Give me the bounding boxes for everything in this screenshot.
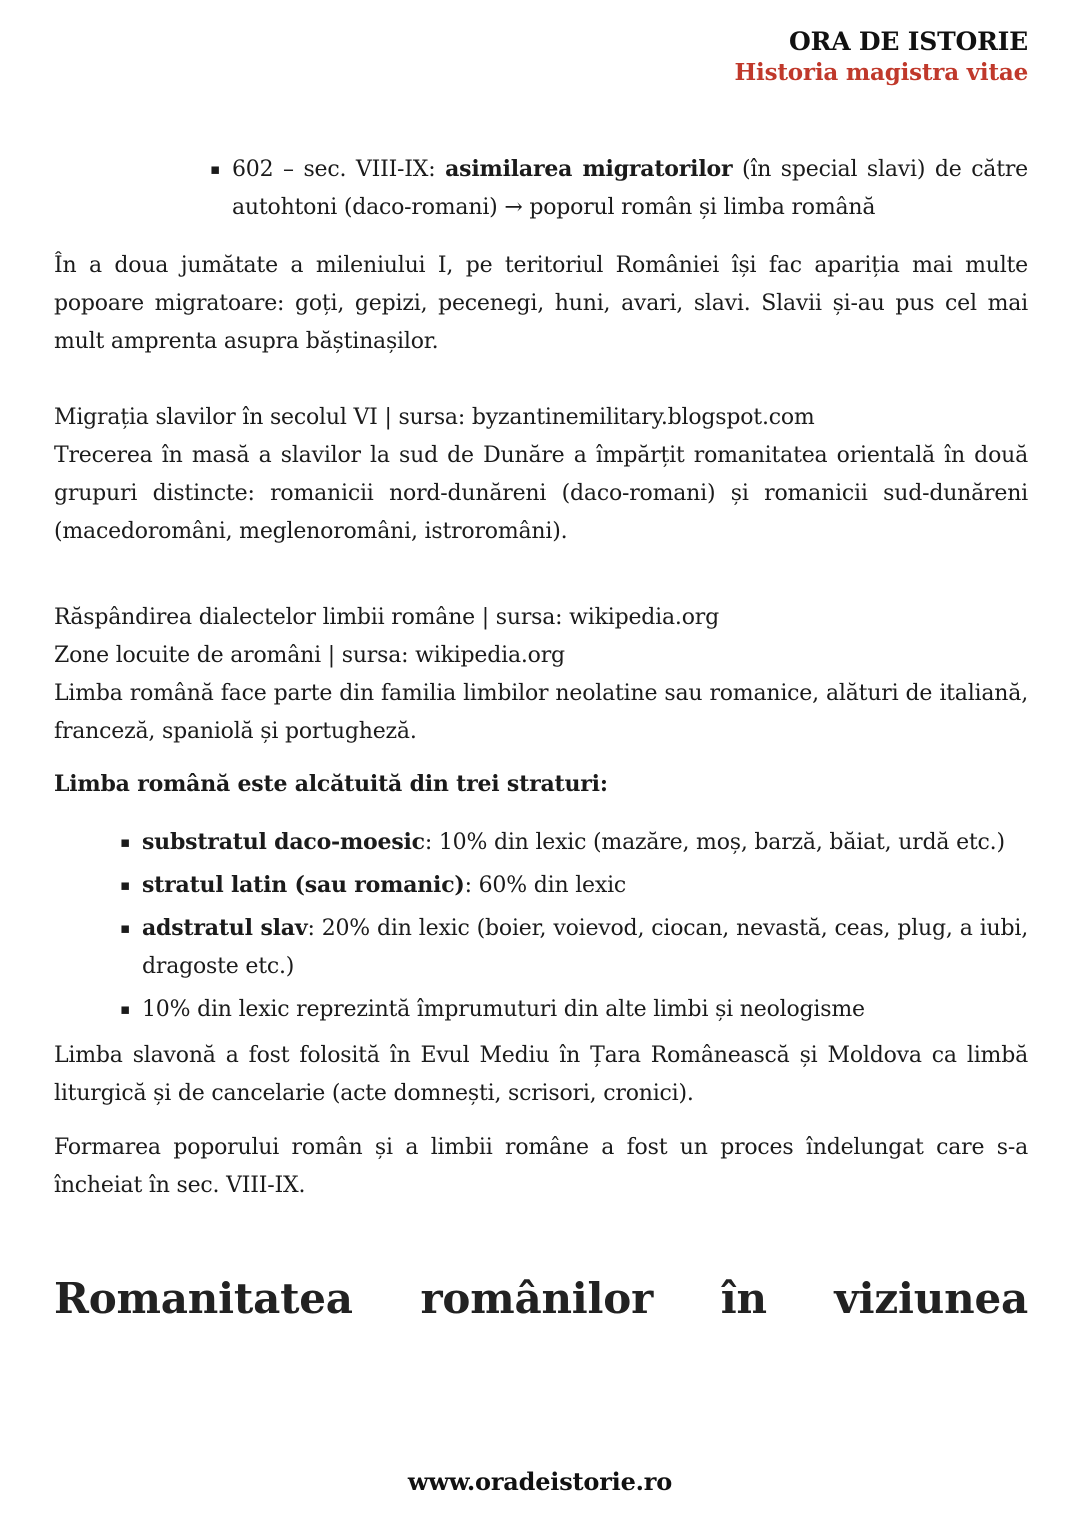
strata-list-item (120, 823, 1028, 862)
bullet-icon: ▪ (120, 1000, 130, 1018)
strata-item-term: substratul daco-moesic (142, 829, 425, 855)
figure-caption-aromani: Zone locuite de aromâni | sursa: wikipedia.org (54, 643, 565, 668)
site-motto: Historia magistra vitae (734, 59, 1028, 86)
strata-item-text (142, 873, 626, 898)
figure-block-slav-migration (54, 399, 1028, 551)
strata-item-term: stratul latin (sau romanic) (142, 872, 465, 898)
figure-caption-slav-migration: Migrația slavilor în secolul VI | sursa: byzantinemilitary.blogspot.com (54, 405, 815, 430)
bullet-icon: ▪ (210, 160, 220, 178)
section-heading-romanitatea: Romanitatea românilor în viziunea (54, 1274, 1028, 1323)
timeline-text-pre: 602 – sec. VIII-IX: (232, 157, 446, 182)
paragraph-trecerea: Trecerea în masă a slavilor la sud de Dunăre a împărțit romanitatea orientală în două grupuri distincte: romanicii nord-dunăreni (daco-romani) și romanicii sud-dunăreni (macedoromâni, meglenoromâni, istroromâni). (54, 443, 1028, 544)
strata-item-detail: : 10% din lexic (mazăre, moș, barză, băiat, urdă etc.) (424, 830, 1005, 855)
strata-list-item (120, 866, 1028, 905)
document-header (54, 26, 1028, 88)
figure-caption-dialects: Răspândirea dialectelor limbii române | sursa: wikipedia.org (54, 605, 719, 630)
strata-heading: Limba română este alcătuită din trei straturi: (54, 771, 608, 797)
strata-item-detail: 10% din lexic reprezintă împrumuturi din alte limbi și neologisme (142, 997, 865, 1022)
timeline-list-item (210, 150, 1028, 227)
bullet-icon: ▪ (120, 876, 130, 894)
timeline-list (210, 150, 1028, 227)
timeline-text-bold: asimilarea migratorilor (445, 156, 733, 182)
timeline-text (232, 157, 1028, 220)
site-title: ORA DE ISTORIE (789, 27, 1028, 56)
bullet-icon: ▪ (120, 833, 130, 851)
strata-item-detail: : 20% din lexic (boier, voievod, ciocan, nevastă, ceas, plug, a iubi, dragoste etc.) (142, 916, 1029, 979)
strata-item-text (142, 916, 1028, 979)
strata-item-detail: : 60% din lexic (464, 873, 627, 898)
paragraph-formarea: Formarea poporului român și a limbii române a fost un proces îndelungat care s-a încheiat în sec. VIII-IX. (54, 1135, 1028, 1198)
figure-block-dialects (54, 599, 1028, 751)
strata-list-item (120, 909, 1028, 986)
paragraph-slavona: Limba slavonă a fost folosită în Evul Mediu în Țara Românească și Moldova ca limbă liturgică și de cancelarie (acte domnești, scrisori, cronici). (54, 1043, 1028, 1106)
footer-site-url: www.oradeistorie.ro (407, 1467, 673, 1496)
strata-item-text (142, 997, 865, 1022)
strata-list-item (120, 990, 1028, 1029)
strata-list (120, 823, 1028, 1029)
bullet-icon: ▪ (120, 919, 130, 937)
strata-item-text (142, 830, 1005, 855)
timeline-text-post: (în special slavi) de către autohtoni (daco-romani) → poporul român și limba română (232, 157, 1029, 220)
strata-item-term: adstratul slav (142, 915, 308, 941)
paragraph-neolatine: Limba română face parte din familia limbilor neolatine sau romanice, alături de italiană, franceză, spaniolă și portugheză. (54, 681, 1028, 744)
paragraph-migrations-intro: În a doua jumătate a mileniului I, pe teritoriul României își fac apariția mai multe popoare migratoare: goți, gepizi, pecenegi, huni, avari, slavi. Slavii și-au pus cel mai mult amprenta asupra băștinașilor. (54, 253, 1028, 354)
